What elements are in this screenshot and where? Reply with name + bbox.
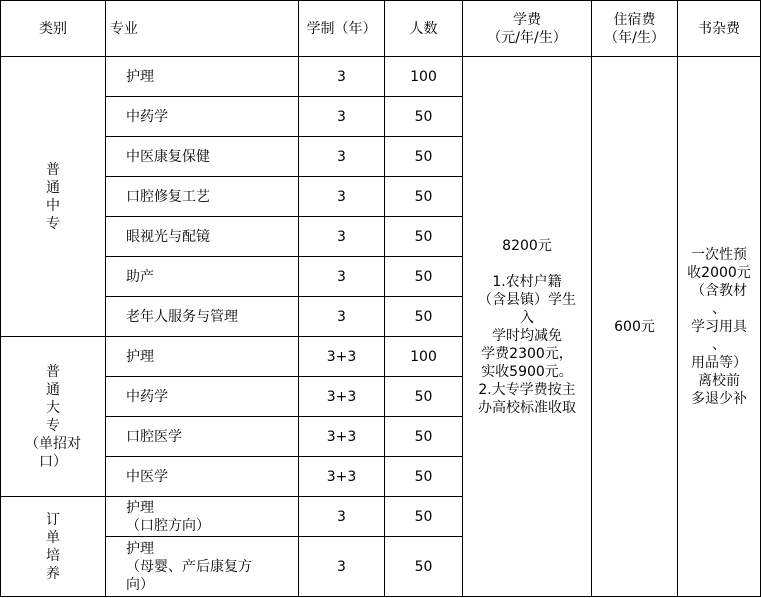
count-cell: 50 xyxy=(385,137,463,177)
category-line: 订 xyxy=(46,511,60,528)
duration-cell: 3+3 xyxy=(299,337,385,377)
count-cell: 50 xyxy=(385,377,463,417)
books-note-line: 多退少补 xyxy=(691,390,747,407)
header-tuition-line: （元/年/生） xyxy=(487,29,567,46)
duration-cell: 3 xyxy=(299,297,385,337)
category-line: 单 xyxy=(46,529,60,546)
duration-cell: 3+3 xyxy=(299,377,385,417)
lodging-fee-cell: 600元 xyxy=(592,57,678,597)
major-line: 口腔修复工艺 xyxy=(126,188,210,205)
books-note-line: 离校前 xyxy=(698,372,740,389)
header-lodging-line: （年/生） xyxy=(604,29,665,46)
category-line: 培 xyxy=(46,547,60,564)
books-note-line: 学习用具 xyxy=(691,318,747,335)
major-line: 护理 xyxy=(126,499,154,516)
duration-cell: 3 xyxy=(299,177,385,217)
tuition-note-line: 2.大专学费按主 xyxy=(478,381,576,398)
count-cell: 100 xyxy=(385,57,463,97)
major-cell xyxy=(106,417,299,457)
count-cell: 50 xyxy=(385,497,463,537)
major-cell xyxy=(106,97,299,137)
category-line: （单招对 xyxy=(25,435,81,452)
major-cell xyxy=(106,297,299,337)
tuition-note-line xyxy=(463,255,591,273)
major-cell xyxy=(106,137,299,177)
header-category: 类别 xyxy=(1,1,106,57)
major-line: 眼视光与配镜 xyxy=(126,228,210,245)
category-line: 大 xyxy=(46,399,60,416)
category-line: 中 xyxy=(46,197,60,214)
header-duration: 学制（年） xyxy=(299,1,385,57)
major-line: （口腔方向） xyxy=(126,517,210,534)
count-cell: 50 xyxy=(385,417,463,457)
books-note-cell xyxy=(678,57,761,597)
count-cell: 50 xyxy=(385,457,463,497)
category-line: 专 xyxy=(46,215,60,232)
major-line: 中医康复保健 xyxy=(126,148,210,165)
count-cell: 50 xyxy=(385,217,463,257)
major-cell xyxy=(106,457,299,497)
duration-cell: 3 xyxy=(299,537,385,597)
tuition-note-line: 1.农村户籍 xyxy=(492,273,562,290)
header-books: 书杂费 xyxy=(678,1,761,57)
header-count: 人数 xyxy=(385,1,463,57)
duration-cell: 3 xyxy=(299,257,385,297)
duration-cell: 3 xyxy=(299,497,385,537)
header-row xyxy=(1,1,761,57)
category-cell xyxy=(1,57,106,337)
major-line: 中药学 xyxy=(126,108,168,125)
major-line: （母婴、产后康复方 xyxy=(126,558,252,575)
major-cell xyxy=(106,537,299,597)
category-cell xyxy=(1,497,106,597)
major-cell xyxy=(106,217,299,257)
count-cell: 100 xyxy=(385,337,463,377)
tuition-note-line: 学费2300元， xyxy=(481,345,573,362)
major-line: 护理 xyxy=(126,68,154,85)
count-cell: 50 xyxy=(385,537,463,597)
major-line: 中医学 xyxy=(126,468,168,485)
duration-cell: 3 xyxy=(299,57,385,97)
category-line: 通 xyxy=(46,179,60,196)
tuition-note-line: 实收5900元。 xyxy=(481,363,573,380)
major-line: 老年人服务与管理 xyxy=(126,308,238,325)
major-line: 口腔医学 xyxy=(126,428,182,445)
tuition-note-line: 8200元 xyxy=(502,237,552,254)
category-line: 专 xyxy=(46,417,60,434)
duration-cell: 3 xyxy=(299,97,385,137)
major-line: 中药学 xyxy=(126,388,168,405)
header-lodging-line: 住宿费 xyxy=(613,11,656,28)
header-lodging xyxy=(592,1,678,57)
books-note-line: 、 xyxy=(712,300,726,317)
tuition-note-line: 学时均减免 xyxy=(492,327,562,344)
books-note-line: 收2000元 xyxy=(687,264,751,281)
count-cell: 50 xyxy=(385,297,463,337)
books-note-line: （含教材 xyxy=(691,282,747,299)
category-line: 口） xyxy=(39,453,67,470)
major-cell xyxy=(106,337,299,377)
category-line: 通 xyxy=(46,381,60,398)
tuition-note-line: 办高校标准收取 xyxy=(478,399,576,416)
count-cell: 50 xyxy=(385,257,463,297)
duration-cell: 3 xyxy=(299,137,385,177)
count-cell: 50 xyxy=(385,177,463,217)
category-line: 养 xyxy=(46,565,60,582)
major-line: 护理 xyxy=(126,540,154,557)
table-body xyxy=(1,57,761,597)
major-line: 助产 xyxy=(126,268,154,285)
major-cell xyxy=(106,57,299,97)
category-line: 普 xyxy=(46,363,60,380)
category-cell xyxy=(1,337,106,497)
duration-cell: 3 xyxy=(299,217,385,257)
header-tuition xyxy=(463,1,592,57)
major-cell xyxy=(106,177,299,217)
books-note-line: 一次性预 xyxy=(691,246,747,263)
header-major: 专业 xyxy=(106,1,299,57)
books-note-line: 、 xyxy=(712,336,726,353)
table-row xyxy=(1,57,761,97)
major-cell xyxy=(106,257,299,297)
major-line: 护理 xyxy=(126,348,154,365)
tuition-note-cell xyxy=(463,57,592,597)
major-line: 向） xyxy=(126,576,154,593)
major-cell xyxy=(106,377,299,417)
duration-cell: 3+3 xyxy=(299,417,385,457)
category-line: 普 xyxy=(46,161,60,178)
count-cell: 50 xyxy=(385,97,463,137)
duration-cell: 3+3 xyxy=(299,457,385,497)
tuition-note-line: 入 xyxy=(520,309,534,326)
header-tuition-line: 学费 xyxy=(513,11,541,28)
tuition-note-line: （含县镇）学生 xyxy=(478,291,576,308)
books-note-line: 用品等） xyxy=(691,354,747,371)
major-cell xyxy=(106,497,299,537)
